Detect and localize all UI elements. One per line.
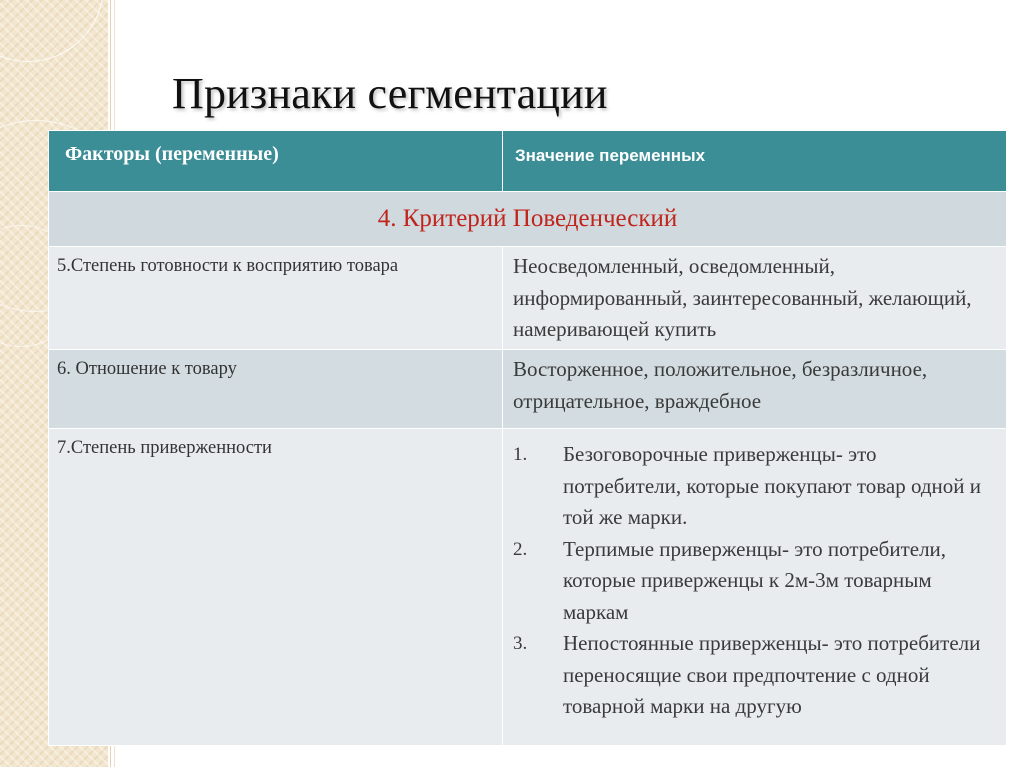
header-values: Значение переменных <box>503 131 1007 192</box>
factor-cell: 5.Степень готовности к восприятию товара <box>49 247 503 350</box>
value-cell: Неосведомленный, осведомленный, информированный, заинтересованный, желающий, намеривающей купить <box>503 247 1007 350</box>
value-cell <box>503 429 1007 746</box>
table-row <box>49 247 1007 350</box>
list-item <box>513 628 992 723</box>
list-item-number: 3. <box>513 633 528 654</box>
table-row <box>49 429 1007 746</box>
factor-cell: 6. Отношение к товару <box>49 350 503 429</box>
header-factors: Факторы (переменные) <box>49 131 503 192</box>
value-cell: Восторженное, положительное, безразличное, отрицательное, враждебное <box>503 350 1007 429</box>
list-item-number: 1. <box>513 444 528 465</box>
list-item <box>513 439 992 534</box>
list-item-text: Непостоянные приверженцы- это потребители переносящие свои предпочтение с одной товарной марки на другую <box>563 631 981 718</box>
list-item-text: Безоговорочные приверженцы- это потребители, которые покупают товар одной и той же марки. <box>563 442 981 529</box>
table-header-row <box>49 131 1007 192</box>
table-row <box>49 350 1007 429</box>
adherence-list <box>513 439 992 723</box>
decorative-circle <box>0 0 104 62</box>
slide-title: Признаки сегментации <box>172 69 608 118</box>
criterion-row <box>49 192 1007 247</box>
criterion-label: 4. Критерий Поведенческий <box>49 192 1007 247</box>
list-item-text: Терпимые приверженцы- это потребители, которые приверженцы к 2м-3м товарным маркам <box>563 536 947 624</box>
list-item <box>513 534 992 629</box>
list-item-number: 2. <box>513 538 528 560</box>
segmentation-table <box>48 130 1007 746</box>
factor-cell: 7.Степень приверженности <box>49 429 503 746</box>
